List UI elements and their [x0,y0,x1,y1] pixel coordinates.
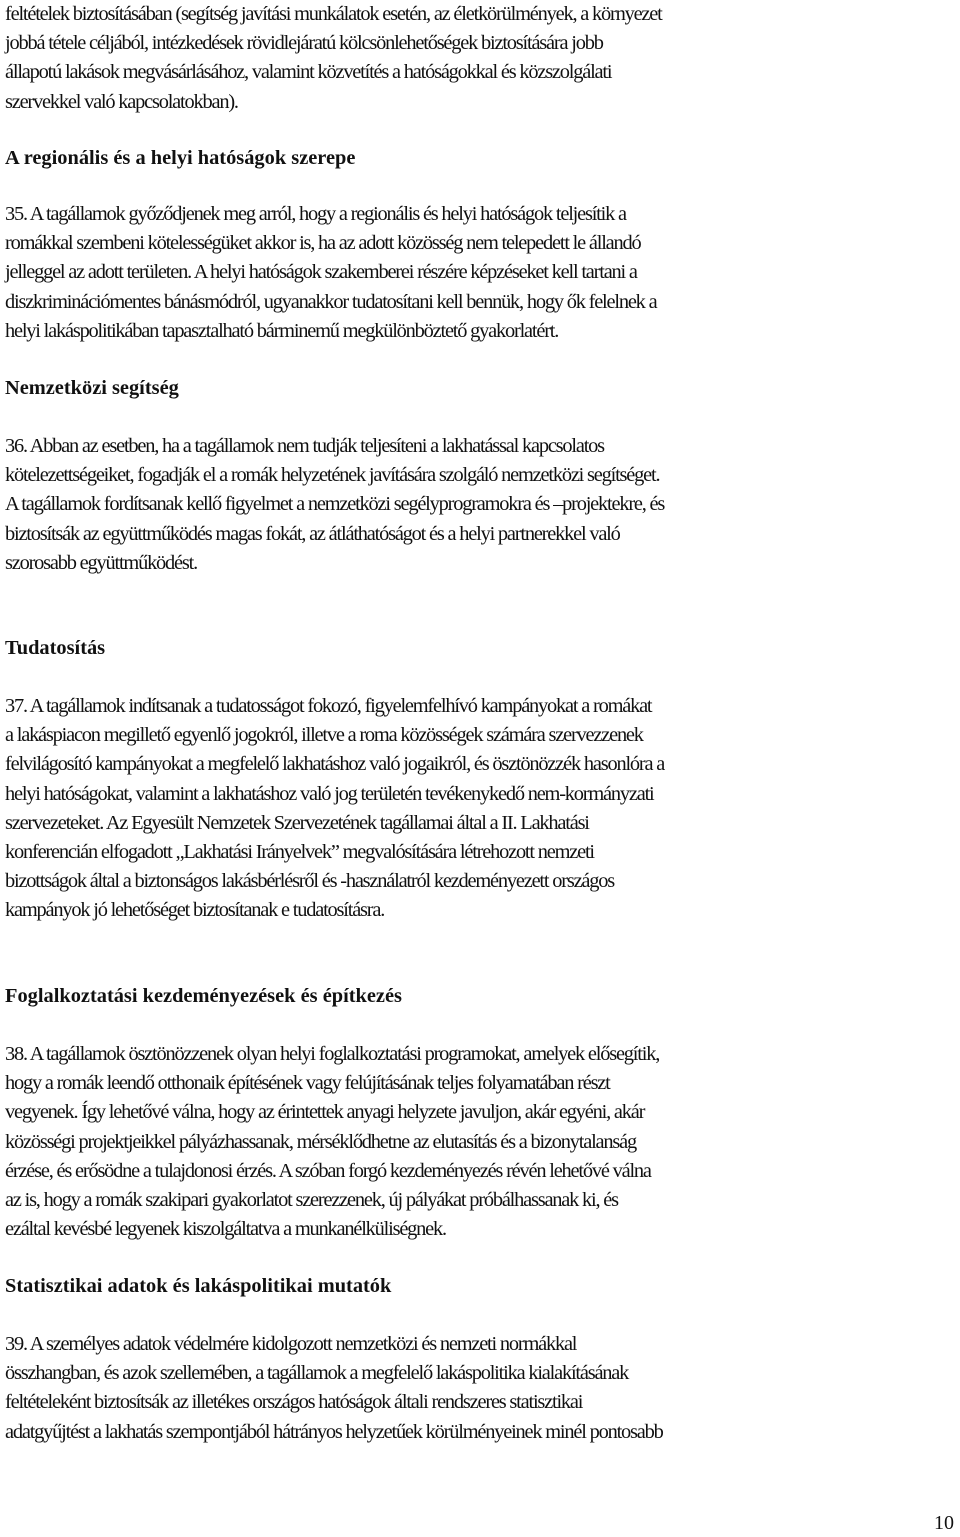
text-line: romákkal szembeni kötelességüket akkor is, ha az adott közösség nem telepedett le állandó [5,232,641,255]
text-line: szorosabb együttműködést. [5,551,197,574]
text-line: a lakáspiacon megillető egyenlő jogokról, illetve a roma közösségek számára szervezzenek [5,724,643,747]
text-line: felvilágosító kampányokat a megfelelő lakhatáshoz való jogaikról, és ösztönözzék hasonlóra a [5,753,665,776]
text-line: hogy a romák leendő otthonaik építésének vagy felújításának teljes folyamatában részt [5,1072,610,1095]
text-line: diszkriminációmentes bánásmódról, ugyanakkor tudatosítani kell bennük, hogy ők felelnek a [5,290,657,313]
text-line: biztosítsák az együttműködés magas fokát, az átláthatóságot és a helyi partnerekkel való [5,522,620,545]
text-line: az is, hogy a romák szakipari gyakorlatot szerezzenek, új pályákat próbálhassanak ki, és [5,1189,618,1212]
text-line: A tagállamok fordítsanak kellő figyelmet a nemzetközi segélyprogramokra és –projektekre, és [5,493,665,516]
text-line: vegyenek. Így lehetővé válna, hogy az érintettek anyagi helyzete javuljon, akár egyéni, akár [5,1101,645,1124]
text-line: kampányok jó lehetőséget biztosítanak e tudatosításra. [5,899,385,922]
text-line: feltételek biztosításában (segítség javítási munkálatok esetén, az életkörülmények, a környezet [5,3,662,25]
text-line: 39. A személyes adatok védelmére kidolgozott nemzetközi és nemzeti normákkal [5,1333,577,1355]
text-line: állapotú lakások megvásárlásához, valamint közvetítés a hatóságokkal és közszolgálati [5,61,612,84]
text-line: 36. Abban az esetben, ha a tagállamok nem tudják teljesíteni a lakhatással kapcsolatos [5,435,604,457]
paragraph-36 [5,432,955,578]
paragraph-37 [5,692,955,926]
text-line: bizottságok által a biztonságos lakásbérlésről és -használatról kezdeményezett országos [5,870,615,893]
section-heading-regional: A regionális és a helyi hatóságok szerepe [5,147,356,169]
section-heading-international: Nemzetközi segítség [5,377,179,399]
text-line: jobbá tétele céljából, intézkedések rövidlejáratú kölcsönlehetőségek biztosítására jobb [5,32,603,55]
text-line: 37. A tagállamok indítsanak a tudatosságot fokozó, figyelemfelhívó kampányokat a romákat [5,695,652,717]
text-line: szervekkel való kapcsolatokban). [5,90,238,113]
text-line: konferencián elfogadott „Lakhatási Irányelvek” megvalósítására létrehozott nemzeti [5,841,594,864]
paragraph-39 [5,1330,955,1447]
text-line: feltételeként biztosítsák az illetékes országos hatóságok általi rendszeres statisztikai [5,1391,583,1414]
text-line: közösségi projektjeikkel pályázhassanak, mérséklődhetne az elutasítás és a bizonytalanság [5,1130,636,1153]
text-line: érzése, és erősödne a tulajdonosi érzés. A szóban forgó kezdeményezés révén lehetővé válna [5,1159,651,1182]
text-line: összhangban, és azok szellemében, a tagállamok a megfelelő lakáspolitika kialakításának [5,1362,629,1385]
text-line: 35. A tagállamok győződjenek meg arról, hogy a regionális és helyi hatóságok teljesítik a [5,203,626,225]
paragraph-35 [5,200,955,346]
paragraph-38 [5,1040,955,1244]
text-line: helyi lakáspolitikában tapasztalható bárminemű megkülönböztető gyakorlatért. [5,319,559,342]
text-line: szervezeteket. Az Egyesült Nemzetek Szervezetének tagállamai által a II. Lakhatási [5,811,589,834]
section-heading-awareness: Tudatosítás [5,637,106,659]
intro-paragraph [5,0,955,117]
text-line: helyi hatóságokat, valamint a lakhatáshoz való jog területén tevékenykedő nem-kormányzati [5,782,654,805]
text-line: ezáltal kevésbé legyenek kiszolgáltatva a munkanélküliségnek. [5,1218,446,1241]
text-line: adatgyűjtést a lakhatás szempontjából hátrányos helyzetűek körülményeinek minél pontosabb [5,1420,663,1443]
page-number: 10 [934,1512,954,1534]
text-line: 38. A tagállamok ösztönözzenek olyan helyi foglalkoztatási programokat, amelyek elősegítik, [5,1043,660,1065]
section-heading-statistics: Statisztikai adatok és lakáspolitikai mutatók [5,1275,392,1297]
text-line: kötelezettségeiket, fogadják el a romák helyzetének javítására szolgáló nemzetközi segítséget. [5,464,660,487]
section-heading-employment: Foglalkoztatási kezdeményezések és építkezés [5,985,402,1007]
text-line: jelleggel az adott területen. A helyi hatóságok szakemberei részére képzéseket kell tartani a [5,261,637,284]
